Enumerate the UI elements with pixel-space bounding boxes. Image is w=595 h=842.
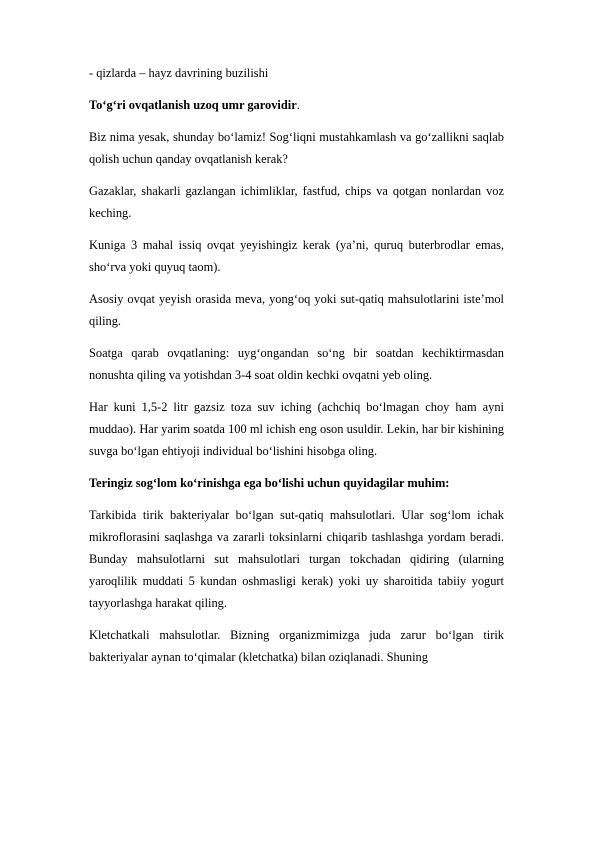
heading-suffix: . — [296, 98, 300, 112]
paragraph-water-intake — [89, 396, 504, 462]
paragraph-text: Kuniga 3 mahal issiq ovqat yeyishingiz kerak (ya’ni, quruq buterbrodlar emas, sho‘rva yoki quyuq taom). — [89, 238, 504, 274]
document-page — [89, 62, 504, 678]
paragraph-meal-schedule — [89, 342, 504, 386]
paragraph-text: Har kuni 1,5-2 litr gazsiz toza suv iching (achchiq bo‘lmagan choy ham ayni muddao). Har yarim soatda 100 ml ichish eng oson usuldir. Lekin, har bir kishining suvga bo‘lgan ehtiyoji individual bo‘lishini hisobga oling. — [89, 400, 504, 458]
paragraph-text: - qizlarda – hayz davrining buzilishi — [89, 66, 269, 80]
paragraph-text: Biz nima yesak, shunday bo‘lamiz! Sog‘liqni mustahkamlash va go‘zallikni saqlab qolish uchun qanday ovqatlanish kerak? — [89, 130, 504, 166]
paragraph-text: Tarkibida tirik bakteriyalar bo‘lgan sut-qatiq mahsulotlari. Ular sog‘lom ichak mikroflorasini saqlashga va zararli toksinlarni chiqarib tashlashga yordam beradi. Bunday mahsulotlarni sut mahsulotlari turgan tokchadan qidiring (ularning yaroqlilik muddati 5 kundan oshmasligi kerak) yoki uy sharoitida tabiiy yogurt tayyorlashga harakat qiling. — [89, 508, 504, 610]
list-line-girls-cycle — [89, 62, 504, 84]
paragraph-fiber-products — [89, 624, 504, 668]
paragraph-text: Gazaklar, shakarli gazlangan ichimliklar, fastfud, chips va qotgan nonlardan voz keching. — [89, 184, 504, 220]
paragraph-text: Soatga qarab ovqatlaning: uyg‘ongandan so‘ng bir soatdan kechiktirmasdan nonushta qiling va yotishdan 3-4 soat oldin kechki ovqatni yeb oling. — [89, 346, 504, 382]
paragraph-text: Asosiy ovqat yeyish orasida meva, yong‘oq yoki sut-qatiq mahsulotlarini iste’mol qiling. — [89, 292, 504, 328]
paragraph-intro — [89, 126, 504, 170]
paragraph-text: Kletchatkali mahsulotlar. Bizning organizmimizga juda zarur bo‘lgan tirik bakteriyalar aynan to‘qimalar (kletchatka) bilan oziqlanadi. Shuning — [89, 628, 504, 664]
paragraph-dairy-products — [89, 504, 504, 614]
paragraph-hot-meals — [89, 234, 504, 278]
paragraph-between-meals — [89, 288, 504, 332]
heading-text: Teringiz sog‘lom ko‘rinishga ega bo‘lishi uchun quyidagilar muhim: — [89, 476, 450, 490]
section-heading-proper-nutrition — [89, 94, 504, 116]
paragraph-avoid-snacks — [89, 180, 504, 224]
section-heading-healthy-skin — [89, 472, 504, 494]
heading-text: To‘g‘ri ovqatlanish uzoq umr garovidir — [89, 98, 297, 112]
